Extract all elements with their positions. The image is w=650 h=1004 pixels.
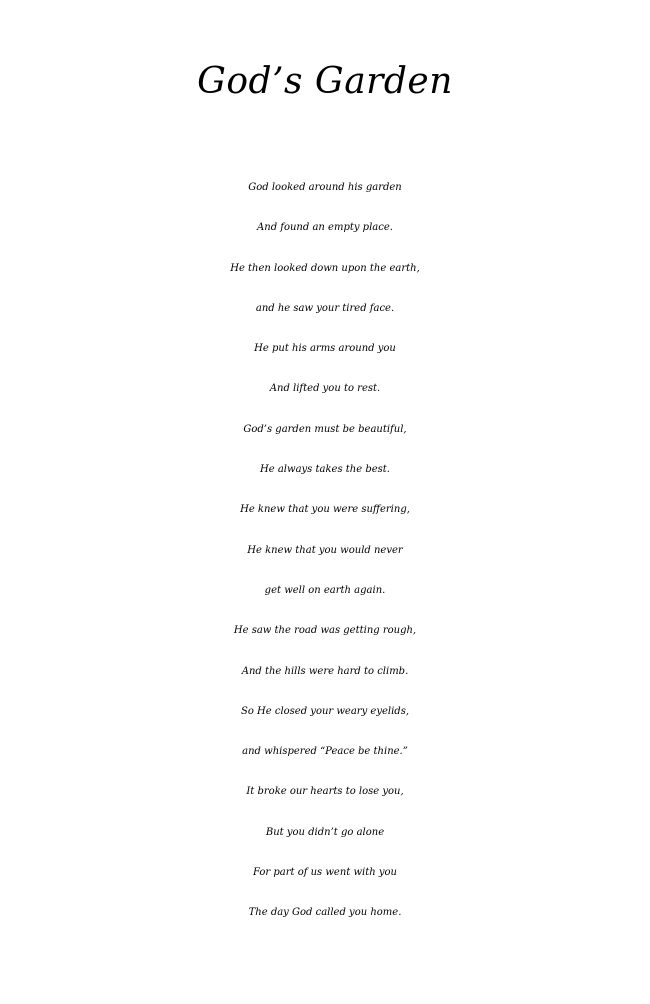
poem-line: He then looked down upon the earth, bbox=[230, 262, 420, 274]
poem-line: get well on earth again. bbox=[264, 584, 386, 596]
poem-line: But you didn’t go alone bbox=[265, 826, 385, 838]
poem-line: He put his arms around you bbox=[254, 343, 396, 355]
poem-line: He saw the road was getting rough, bbox=[233, 625, 417, 637]
poem-title: God’s Garden bbox=[197, 61, 453, 102]
poem-line: and he saw your tired face. bbox=[255, 302, 395, 314]
poem-line: And the hills were hard to climb. bbox=[241, 665, 409, 677]
poem-line: God looked around his garden bbox=[248, 182, 402, 193]
poem-line: God’s garden must be beautiful, bbox=[243, 423, 407, 435]
poem-body bbox=[0, 168, 650, 934]
poem-line: He always takes the best. bbox=[260, 464, 390, 476]
poem-line: For part of us went with you bbox=[253, 867, 397, 879]
poem-line: And found an empty place. bbox=[257, 222, 393, 234]
poem-line: So He closed your weary eyelids, bbox=[240, 705, 410, 717]
poem-line: The day God called you home. bbox=[248, 907, 402, 919]
poem-line: He knew that you were suffering, bbox=[240, 504, 410, 516]
poem-line: He knew that you would never bbox=[247, 544, 403, 556]
poem-line: and whispered “Peace be thine.” bbox=[242, 746, 408, 758]
poem-line: It broke our hearts to lose you, bbox=[246, 786, 404, 798]
poem-line: And lifted you to rest. bbox=[269, 383, 381, 395]
